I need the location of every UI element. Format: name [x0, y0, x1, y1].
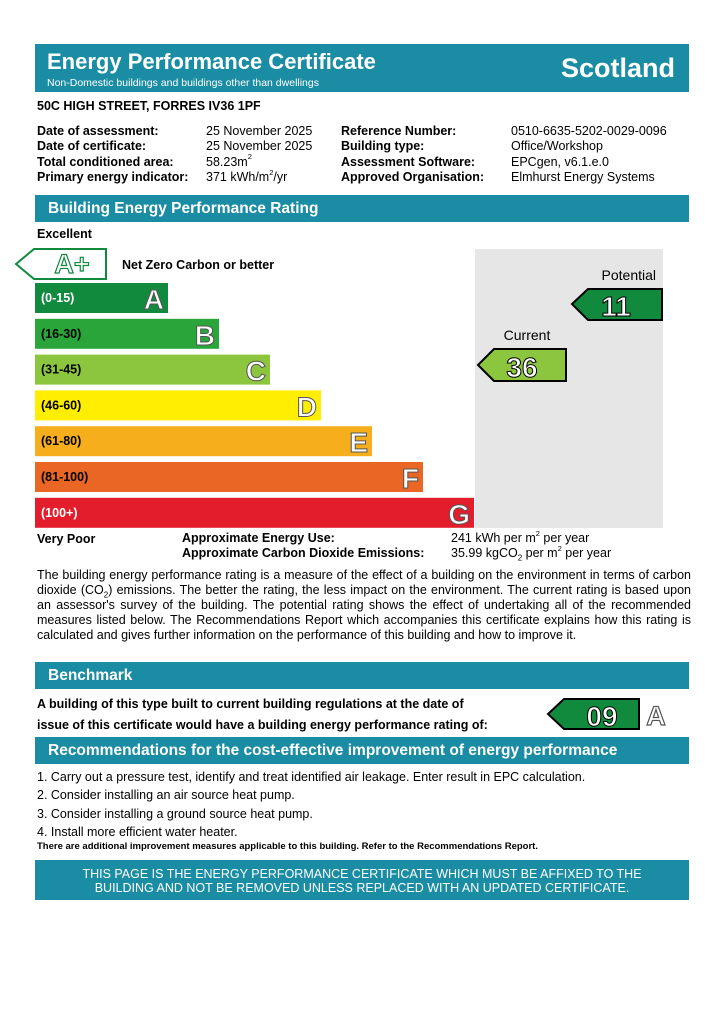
- rating-bands: [35, 283, 474, 530]
- recommendations-section-header: [35, 737, 689, 764]
- conditioned-area-label: Total conditioned area:: [37, 154, 174, 169]
- benchmark-text: [37, 694, 488, 736]
- co2-emissions-label: Approximate Carbon Dioxide Emissions:: [182, 546, 425, 560]
- very-poor-label: Very Poor: [37, 532, 96, 546]
- emissions-values: [451, 528, 612, 563]
- rating-band-range: (81-100): [41, 470, 89, 484]
- rating-band-range: (100+): [41, 505, 78, 520]
- recommendations-note: There are additional improvement measures applicable to this building. Refer to the Recommendations Report.: [37, 841, 538, 852]
- co2-emissions-value: 35.99 kgCO$_2$ per $m^2$ per year: [451, 543, 612, 563]
- footer-line-1: THIS PAGE IS THE ENERGY PERFORMANCE CERTIFICATE WHICH MUST BE AFFIXED TO THE: [82, 867, 642, 881]
- footer-line-2: BUILDING AND NOT BE REMOVED UNLESS REPLACED WITH AN UPDATED CERTIFICATE.: [94, 881, 630, 895]
- conditioned-area-value: $58.23m^2$: [206, 152, 252, 169]
- emissions-labels: [182, 531, 424, 561]
- assessment-software-label: Assessment Software:: [341, 154, 476, 169]
- energy-use-value: 241 kWh per $m^2$ per year: [451, 528, 590, 545]
- assessment-date-value: 25 November 2025: [206, 124, 313, 138]
- primary-energy-label: Primary energy indicator:: [37, 169, 189, 184]
- aplus-caption: Net Zero Carbon or better: [122, 258, 275, 272]
- rating-band-letter: G: [448, 498, 470, 530]
- rating-band-range: (16-30): [41, 326, 82, 341]
- rating-band-f: [35, 462, 423, 492]
- rating-band-g: [35, 498, 474, 528]
- potential-label: Potential: [601, 267, 656, 283]
- current-rating-value: 36: [506, 352, 538, 383]
- region-label: Scotland: [560, 53, 675, 83]
- primary-energy-value: 371 kWh/$m^2/yr$: [206, 167, 288, 184]
- list-item: 4. Install more efficient water heater.: [37, 824, 238, 839]
- rating-band-range: (31-45): [41, 362, 82, 377]
- list-item: 1. Carry out a pressure test, identify and treat identified air leakage. Enter result in EPC calculation.: [37, 770, 586, 784]
- list-item: 3. Consider installing a ground source heat pump.: [37, 806, 313, 821]
- recommendations-title: Recommendations for the cost-effective improvement of energy performance: [48, 742, 618, 759]
- potential-rating-value: 11: [601, 291, 631, 322]
- rating-band-letter: C: [245, 355, 266, 387]
- building-type-label: Building type:: [341, 139, 425, 154]
- rating-band-e: [35, 426, 372, 459]
- reference-number-value: 0510-6635-5202-0029-0096: [511, 124, 667, 138]
- recommendations-list: [37, 768, 585, 841]
- excellent-label: Excellent: [37, 227, 92, 241]
- assessment-software-value: EPCgen, v6.1.e.0: [511, 154, 609, 169]
- certificate-footer: [35, 860, 689, 900]
- benchmark-rating-value: 09: [586, 701, 618, 732]
- rating-band-range: (0-15): [41, 291, 75, 305]
- rating-band-range: (61-80): [41, 434, 82, 449]
- building-type-value: Office/Workshop: [511, 139, 603, 154]
- energy-use-label: Approximate Energy Use:: [182, 531, 335, 545]
- benchmark-title: Benchmark: [48, 667, 133, 684]
- rating-band-letter: F: [401, 463, 419, 494]
- assessment-date-label: Date of assessment:: [37, 124, 159, 138]
- rating-band-letter: D: [296, 391, 317, 423]
- benchmark-rating-letter: A: [646, 701, 666, 731]
- reference-number-label: Reference Number:: [341, 124, 457, 138]
- benchmark-line-1: A building of this type built to current building regulations at the date of: [37, 697, 464, 711]
- certificate-date-value: 25 November 2025: [206, 139, 313, 154]
- rating-band-range: (46-60): [41, 398, 82, 413]
- rating-band-letter: A: [143, 284, 164, 315]
- rating-description: The building energy performance rating is a measure of the effect of a building on the environment in terms of carbon dioxide $(CO_2)$ emissions. The better the rating, the less impact on the environment. The current rating is based upon an assessor's survey of the building. The potential rating shows the effect of undertaking all of the recommended measures listed below. The Recommendations Report which accompanies this certificate explains how this rating is calculated and gives further information on the performance of this building and how to improve it.: [37, 568, 692, 642]
- rating-band-letter: E: [349, 427, 368, 459]
- approved-organisation-label: Approved Organisation:: [341, 169, 485, 184]
- current-label: Current: [503, 327, 551, 343]
- certificate-subtitle: Non-Domestic buildings and buildings other than dwellings: [47, 77, 319, 89]
- list-item: 2. Consider installing an air source heat pump.: [37, 788, 295, 803]
- benchmark-section-header: [35, 662, 689, 689]
- certificate-date-label: Date of certificate:: [37, 139, 147, 154]
- benchmark-rating: [540, 694, 680, 734]
- rating-band-letter: B: [194, 319, 215, 351]
- benchmark-line-2: issue of this certificate would have a building energy performance rating of:: [37, 718, 488, 732]
- property-address: 50C HIGH STREET, FORRES IV36 1PF: [37, 99, 261, 113]
- approved-organisation-value: Elmhurst Energy Systems: [511, 169, 655, 184]
- aplus-letter: A+: [54, 249, 90, 279]
- certificate-title: Energy Performance Certificate: [47, 49, 376, 74]
- rating-section-title: Building Energy Performance Rating: [48, 200, 319, 217]
